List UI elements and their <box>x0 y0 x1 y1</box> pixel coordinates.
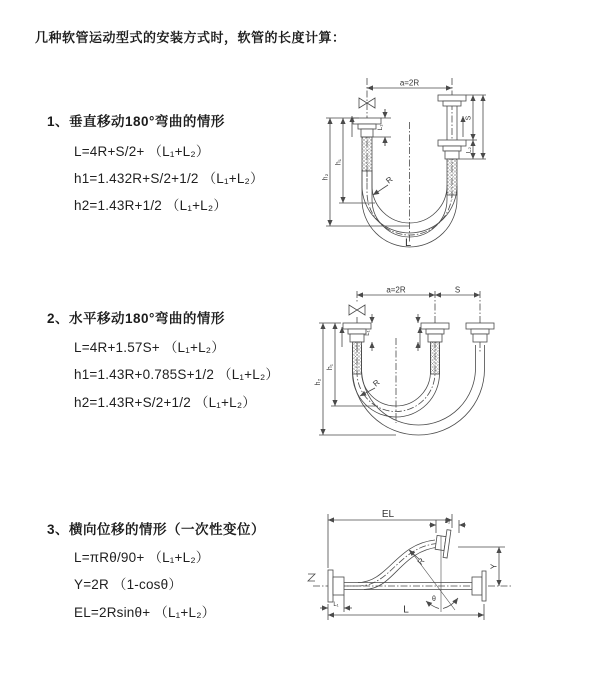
dim-label-h1: h₁ <box>335 158 343 166</box>
section-2-formula-L: L=4R+1.57S+ （L₁+L₂） <box>74 340 225 355</box>
diagram-horizontal-180-bend <box>310 283 600 453</box>
hose-u-bend-positions <box>353 345 485 435</box>
right-pipe-fitting <box>466 323 494 342</box>
left-braided-hose <box>353 342 362 374</box>
dimension-lines <box>320 514 505 620</box>
centerlines <box>367 78 452 242</box>
dim-label-h2: h₂ <box>315 378 322 386</box>
section-3-formula-EL: EL=2Rsinθ+ （L₁+L₂） <box>74 605 216 620</box>
section-1-formula-L: L=4R+S/2+ （L₁+L₂） <box>74 144 210 159</box>
upper-flange <box>434 528 451 558</box>
dim-label-s: S <box>454 285 461 295</box>
diagram-lateral-displacement <box>300 500 600 660</box>
section-2-heading: 2、水平移动180°弯曲的情形 <box>47 311 225 326</box>
hose-displaced-position <box>358 540 439 590</box>
dim-label-l: L <box>404 237 412 249</box>
right-flange <box>472 571 486 601</box>
right-pipe-fitting <box>438 95 466 159</box>
centerlines <box>357 291 480 423</box>
dim-label-l1: L₁ <box>365 330 371 336</box>
section-1-formula-h2: h2=1.43R+1/2 （L₁+L₂） <box>74 198 228 213</box>
section-3-formula-L: L=πRθ/90+ （L₁+L₂） <box>74 550 210 565</box>
left-flange <box>328 570 344 602</box>
datum-z-mark <box>308 574 315 581</box>
section-2-formula-h1: h1=1.43R+0.785S+1/2 （L₁+L₂） <box>74 367 280 382</box>
valve-icon <box>349 305 365 315</box>
dim-label-a2r: a=2R <box>386 285 406 295</box>
diagram-vertical-180-bend <box>315 70 600 265</box>
dimension-lines <box>326 88 486 226</box>
angle-label-theta: θ <box>432 596 436 603</box>
radius-label-r: R <box>384 174 395 186</box>
section-3-heading: 3、横向位移的情形（一次性变位） <box>47 522 266 537</box>
dim-label-y: Y <box>489 563 499 570</box>
section-2-formula-h2: h2=1.43R+S/2+1/2 （L₁+L₂） <box>74 395 256 410</box>
page-title: 几种软管运动型式的安装方式时，软管的长度计算： <box>35 30 346 45</box>
middle-braided-hose <box>431 342 440 374</box>
right-braided-hose <box>447 159 457 195</box>
dimension-lines <box>319 295 480 435</box>
radius-label-r: R <box>415 556 427 567</box>
dim-label-l: L <box>403 604 409 616</box>
left-braided-hose <box>362 137 372 171</box>
dim-label-l2: L₂ <box>444 519 451 525</box>
middle-pipe-fitting <box>421 323 449 342</box>
dim-label-h2: h₂ <box>322 173 330 181</box>
dim-label-s: S <box>465 115 473 121</box>
dim-label-l2: L₂ <box>465 146 473 154</box>
dim-label-h1: h₁ <box>327 363 334 371</box>
radius-label-r: R <box>371 377 382 389</box>
dim-label-l1: L₁ <box>333 602 339 608</box>
dim-label-el: EL <box>381 509 395 520</box>
section-1-formula-h1: h1=1.432R+S/2+1/2 （L₁+L₂） <box>74 171 264 186</box>
section-3-formula-Y: Y=2R （1-cosθ） <box>74 577 183 592</box>
dim-label-l1: L₁ <box>377 124 384 131</box>
dim-label-a2r: a=2R <box>399 78 420 88</box>
section-1-heading: 1、垂直移动180°弯曲的情形 <box>47 114 225 129</box>
